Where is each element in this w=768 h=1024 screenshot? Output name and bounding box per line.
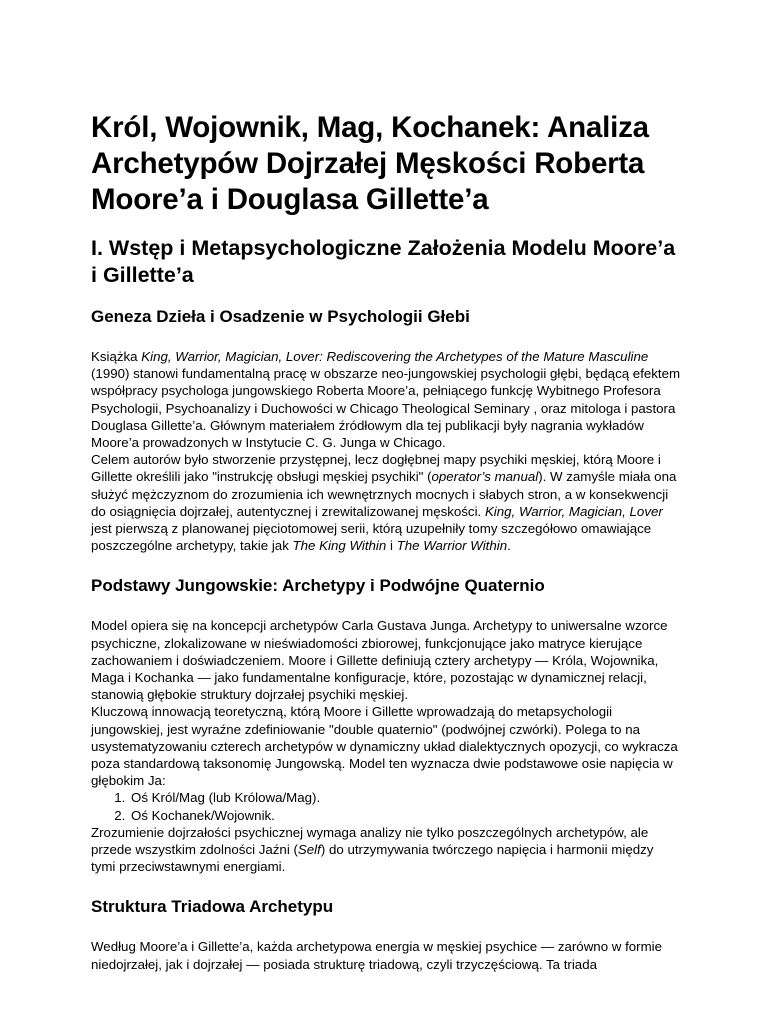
list-item: 1. Oś Król/Mag (lub Królowa/Mag). bbox=[129, 789, 681, 806]
italic-term: Self bbox=[297, 842, 321, 858]
text-run: jest pierwszą z planowanej pięciotomowej serii, którą uzupełniły tomy szczegółowo omawiające poszczególne archetypy, takie jak bbox=[91, 521, 652, 554]
genesis-text bbox=[91, 348, 681, 554]
paragraph bbox=[91, 824, 681, 876]
book-title: The Warrior Within bbox=[396, 538, 508, 554]
section-heading-intro: I. Wstęp i Metapsychologiczne Założenia Modelu Moore’a i Gillette’a bbox=[91, 236, 676, 287]
axis-list bbox=[91, 789, 681, 823]
subsection-heading-genesis: Geneza Dzieła i Osadzenie w Psychologii Głebi bbox=[91, 307, 470, 326]
italic-term: operator’s manual bbox=[431, 469, 539, 485]
text-run: Celem autorów było stworzenie przystępnej, lecz dogłębnej mapy psychiki męskiej, którą Moore i Gillette określili jako "instrukcję obsługi męskiej psychiki" ( bbox=[91, 452, 661, 485]
triad-text bbox=[91, 938, 681, 972]
paragraph bbox=[91, 451, 681, 554]
book-title: King, Warrior, Magician, Lover: Rediscovering the Archetypes of the Mature Masculine bbox=[141, 349, 649, 364]
text-run: ). W zamyśle miała ona służyć mężczyznom do zrozumienia ich wewnętrznych mocnych i słabych stron, a w konsekwencji do osiągnięcia dojrzałej, autentycznej i zrewitalizowanej męskości. bbox=[91, 469, 677, 519]
document-title: Król, Wojownik, Mag, Kochanek: Analiza Archetypów Dojrzałej Męskości Roberta Moore’a i Douglasa Gillette’a bbox=[91, 111, 649, 216]
subsection-heading-jungian: Podstawy Jungowskie: Archetypy i Podwójne Quaternio bbox=[91, 576, 545, 596]
paragraph: Według Moore’a i Gillette’a, każda archetypowa energia w męskiej psychice — zarówno w formie niedojrzałej, jak i dojrzałej — posiada strukturę triadową, czyli trzyczęściową. Ta triada bbox=[91, 939, 663, 972]
text-run: (1990) stanowi fundamentalną pracę w obszarze neo-jungowskiej psychologii głębi, będącą efektem współpracy psychologa jungowskiego Roberta Moore’a, pełniącego funkcję Wybitnego Profesora Psychologii, Psychoanalizy i Duchowości w Chicago Theological Seminary , oraz mitologa i pastora Douglasa Gillette’a. Głównym materiałem źródłowym dla tej publikacji były nagrania wykładów Moore’a prowadzonych w Instytucie C. G. Junga w Chicago. bbox=[91, 366, 681, 451]
book-title: King, Warrior, Magician, Lover bbox=[484, 503, 663, 519]
list-item: 2. Oś Kochanek/Wojownik. bbox=[129, 807, 681, 824]
paragraph bbox=[91, 348, 681, 451]
text-run: i bbox=[386, 538, 397, 554]
text-run: . bbox=[507, 538, 511, 554]
text-run: ) do utrzymywania twórczego napięcia i harmonii między tymi przeciwstawnymi energiami. bbox=[91, 842, 654, 875]
book-title: The King Within bbox=[292, 538, 387, 554]
text-run: Książka bbox=[91, 349, 142, 364]
jungian-text bbox=[91, 617, 681, 875]
text-run: Zrozumienie dojrzałości psychicznej wymaga analizy nie tylko poszczególnych archetypów, ale przede wszystkim zdolności Jaźni ( bbox=[91, 824, 649, 858]
paragraph: Model opiera się na koncepcji archetypów Carla Gustava Junga. Archetypy to uniwersalne wzorce psychiczne, zlokalizowane w nieświadomości zbiorowej, funkcjonujące jako matryce kierujące zachowaniem i doświadczeniem. Moore i Gillette definiują cztery archetypy — Króla, Wojownika, Maga i Kochanka — jako fundamentalne konfiguracje, które, pozostając w dynamicznej relacji, stanowią głębokie struktury dojrzałej psychiki męskiej. bbox=[91, 618, 668, 703]
document-content bbox=[91, 110, 681, 973]
subsection-heading-triad: Struktura Triadowa Archetypu bbox=[91, 897, 334, 917]
paragraph: Kluczową innowacją teoretyczną, którą Moore i Gillette wprowadzają do metapsychologii jungowskiej, jest wyraźne zdefiniowanie "double quaternio" (podwójnej czwórki). Polega to na usystematyzowaniu czterech archetypów w dynamiczny układ dialektycznych opozycji, co wykracza poza standardową taksonomię Jungowską. Model ten wyznacza dwie podstawowe osie napięcia w głębokim Ja: bbox=[91, 704, 678, 789]
